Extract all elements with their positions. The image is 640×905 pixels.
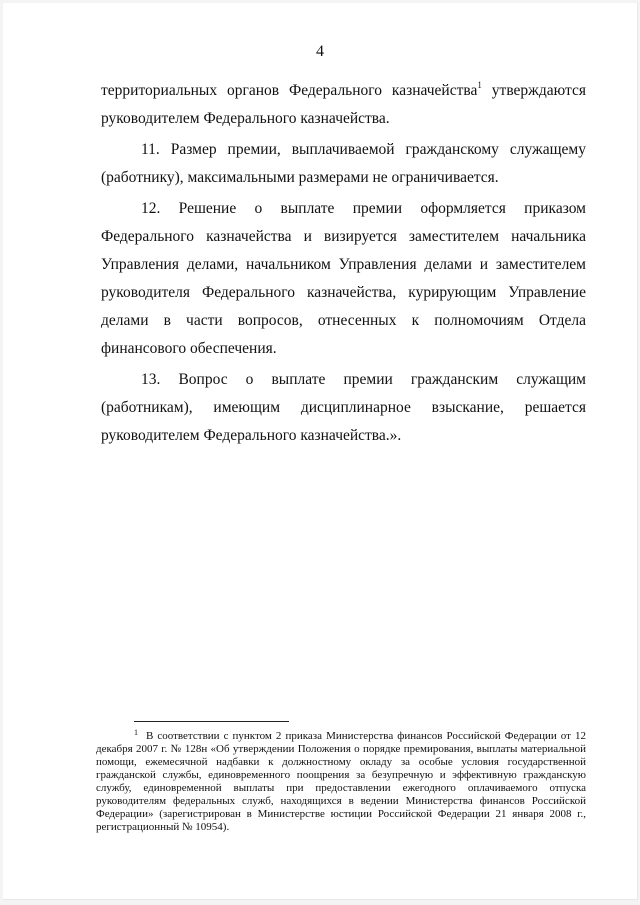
- page-number: 4: [316, 43, 324, 60]
- paragraph-continuation: [101, 77, 586, 133]
- paragraph-11: 11. Размер премии, выплачиваемой гражданскому служащему (работнику), максимальными размерами не ограничивается.: [101, 141, 586, 186]
- paragraph-continuation-text: территориальных органов Федерального казначейства: [101, 82, 478, 99]
- document-page: [3, 3, 638, 900]
- footnote-mark: 1: [134, 728, 138, 737]
- document-body: [101, 77, 586, 450]
- footnote-reference: 1: [477, 80, 482, 90]
- footnote: [96, 730, 586, 834]
- paragraph-13: 13. Вопрос о выплате премии гражданским служащим (работникам), имеющим дисциплинарное взыскание, решается руководителем Федерального казначейства.».: [101, 371, 586, 444]
- footnote-separator: [134, 721, 289, 722]
- paragraph-12: 12. Решение о выплате премии оформляется приказом Федерального казначейства и визируется заместителем начальника Управления делами, начальником Управления делами и заместителем руководителя Федерального казначейства, курирующим Управление делами в части вопросов, отнесенных к полномочиям Отдела финансового обеспечения.: [101, 200, 586, 357]
- paragraph-continuation-tail: утверждаются руководителем Федерального казначейства.: [101, 82, 586, 127]
- footnote-text: В соответствии с пунктом 2 приказа Министерства финансов Российской Федерации от 12 декабря 2007 г. № 128н «Об утверждении Положения о порядке премирования, выплаты материальной помощи, ежемесячной надбавки к должностному окладу за особые условия государственной гражданской службы, единовременного поощрения за безупречную и эффективную гражданскую службу, единовременной выплаты при предоставлении ежегодного оплачиваемого отпуска руководителям федеральных служб, находящихся в ведении Министерства финансов Российской Федерации» (зарегистрирован в Министерстве юстиции Российской Федерации 21 января 2008 г., регистрационный № 10954).: [96, 730, 586, 833]
